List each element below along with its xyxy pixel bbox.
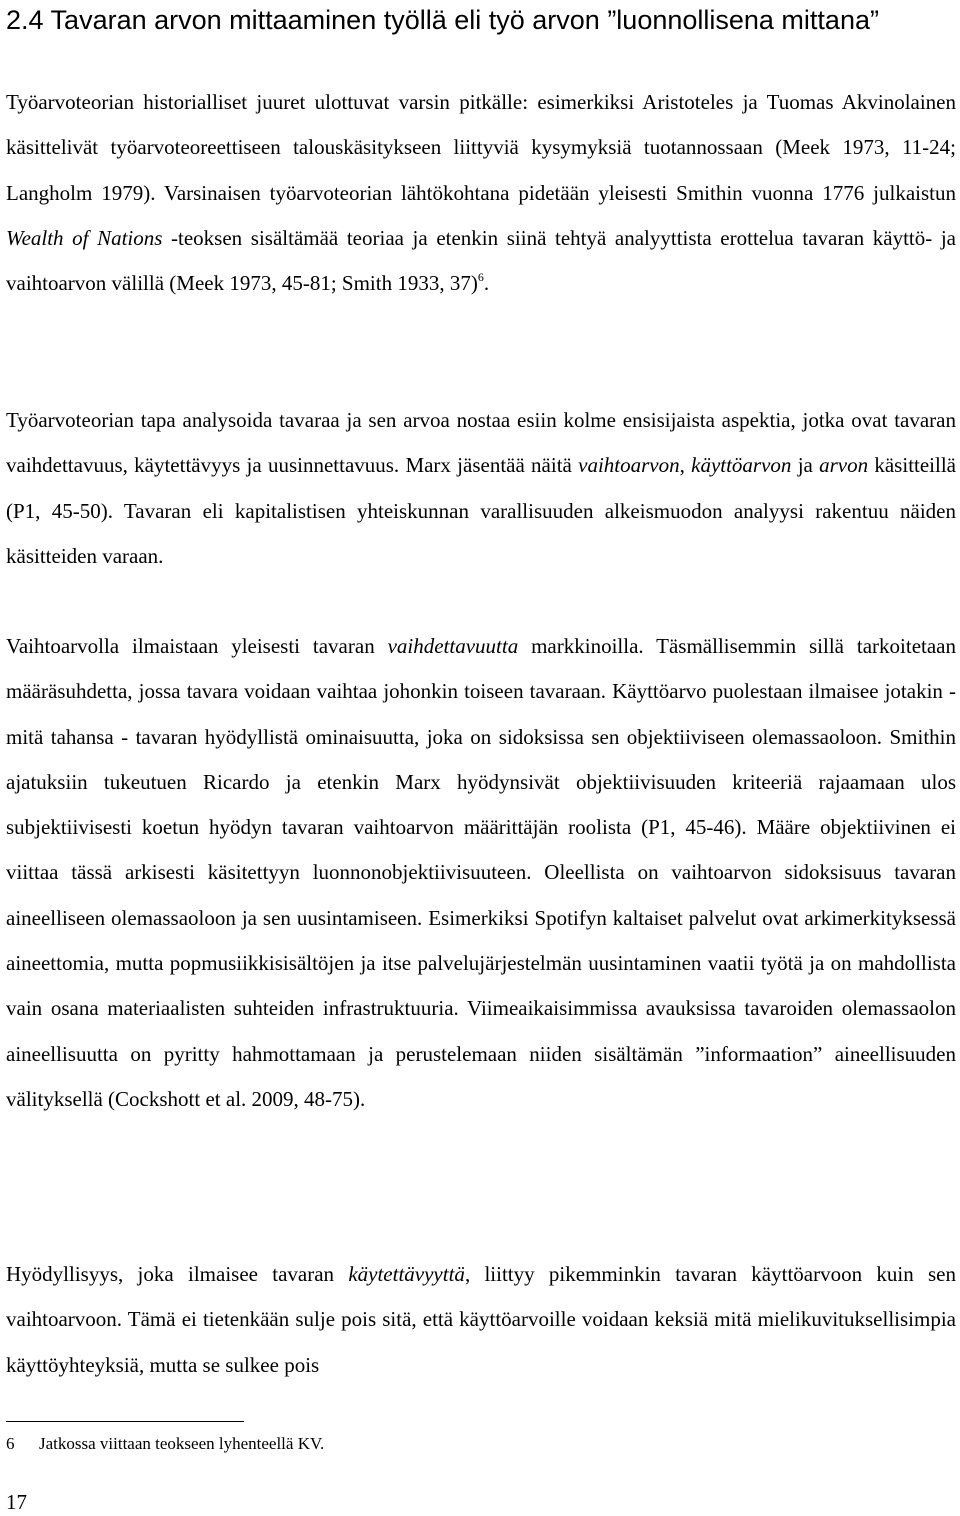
footnote-text: Jatkossa viittaan teokseen lyhenteellä KV. bbox=[39, 1434, 325, 1453]
paragraph-1-text: . bbox=[483, 271, 490, 296]
footnote-number: 6 bbox=[6, 1434, 15, 1453]
paragraph-1-text: -teoksen sisältämää teoriaa ja etenkin siinä tehtyä analyyttista erottelua tavaran käyttö- ja vaihtoarvon välillä (Meek 1973, 45-81; Smith 1933, 37) bbox=[6, 225, 956, 296]
paragraph-2 bbox=[6, 398, 956, 579]
paragraph-3-text: markkinoilla. Täsmällisemmin sillä tarkoitetaan määräsuhdetta, jossa tavara voidaan vaihtaa johonkin toiseen tavaraan. Käyttöarvo puolestaan ilmaisee jotakin - mitä tahansa - tavaran hyödyllistä ominaisuutta, joka on sidoksissa sen objektiiviseen olemassaoloon. Smithin ajatuksiin tukeutuen Ricardo ja etenkin Marx hyödynsivät objektiivisuuden kriteeriä rajaamaan ulos subjektiivisesti koetun hyödyn tavaran vaihtoarvon määrittäjän roolista (P1, 45-46). Määre objektiivinen ei viittaa tässä arkisesti käsitettyyn luonnonobjektiivisuuteen. Oleellista on vaihtoarvon sidoksisuus tavaran aineelliseen olemassaoloon ja sen uusintamiseen. Esimerkiksi Spotifyn kaltaiset palvelut ovat arkimerkityksessä aineettomia, mutta popmusiikkisisältöjen ja itse palvelujärjestelmän uusintaminen vaatii työtä ja on mahdollista vain osana materiaalisten suhteiden infrastruktuuria. Viimeaikaisimmissa avauksissa tavaroiden olemassaolon aineellisuutta on pyritty hahmottamaan ja perustelemaan niiden sisältämän ”informaation” aineellisuuden välityksellä (Cockshott et al. 2009, 48-75). bbox=[6, 634, 956, 1111]
paragraph-1 bbox=[6, 80, 956, 306]
paragraph-4-text: , liittyy pikemminkin tavaran käyttöarvoon kuin sen vaihtoarvoon. Tämä ei tietenkään sulje pois sitä, että käyttöarvoille voidaan keksiä mitä mielikuvituksellisimpia käyttöyhteyksiä, mutta se sulkee pois bbox=[6, 1262, 956, 1377]
page-number: 17 bbox=[6, 1490, 27, 1514]
footnote-reference: 6 bbox=[477, 270, 484, 285]
paragraph-4 bbox=[6, 1252, 956, 1388]
section-heading: 2.4 Tavaran arvon mittaaminen työllä eli työ arvon ”luonnollisena mittana” bbox=[6, 5, 879, 35]
paragraph-2-text: Työarvoteorian tapa analysoida tavaraa ja sen arvoa nostaa esiin kolme ensisijaista aspektia, jotka ovat tavaran vaihdettavuus, käytettävyys ja uusinnettavuus. Marx jäsentää näitä bbox=[6, 408, 956, 478]
term-vaihdettavuutta: vaihdettavuutta bbox=[387, 634, 519, 658]
term-kayttoarvon: käyttöarvon bbox=[691, 453, 792, 478]
paragraph-2-text: ja bbox=[791, 453, 820, 478]
paragraph-3 bbox=[6, 624, 956, 1122]
term-kaytettavyytta: käytettävyyttä bbox=[348, 1262, 465, 1286]
paragraph-3-text: Vaihtoarvolla ilmaistaan yleisesti tavaran bbox=[6, 634, 388, 658]
paragraph-4-text: Hyödyllisyys, joka ilmaisee tavaran bbox=[6, 1262, 349, 1286]
paragraph-1-text: Työarvoteorian historialliset juuret ulottuvat varsin pitkälle: esimerkiksi Aristoteles ja Tuomas Akvinolainen käsittelivät työarvoteoreettiseen talouskäsitykseen liittyviä kysymyksiä tuotannossaan (Meek 1973, 11-24; Langholm 1979). Varsinaisen työarvoteorian lähtökohtana pidetään yleisesti Smithin vuonna 1776 julkaistun bbox=[6, 90, 956, 205]
paragraph-2-text: käsitteillä (P1, 45-50). Tavaran eli kapitalistisen yhteiskunnan varallisuuden alkeismuodon analyysi rakentuu näiden käsitteiden varaan. bbox=[6, 453, 957, 568]
footnote bbox=[6, 1431, 946, 1457]
footnote-divider bbox=[6, 1421, 244, 1422]
term-arvon: arvon bbox=[819, 453, 869, 478]
term-vaihtoarvon: vaihtoarvon bbox=[578, 453, 680, 478]
book-title-wealth-of-nations: Wealth of Nations bbox=[6, 225, 163, 250]
paragraph-2-text: , bbox=[679, 453, 692, 478]
